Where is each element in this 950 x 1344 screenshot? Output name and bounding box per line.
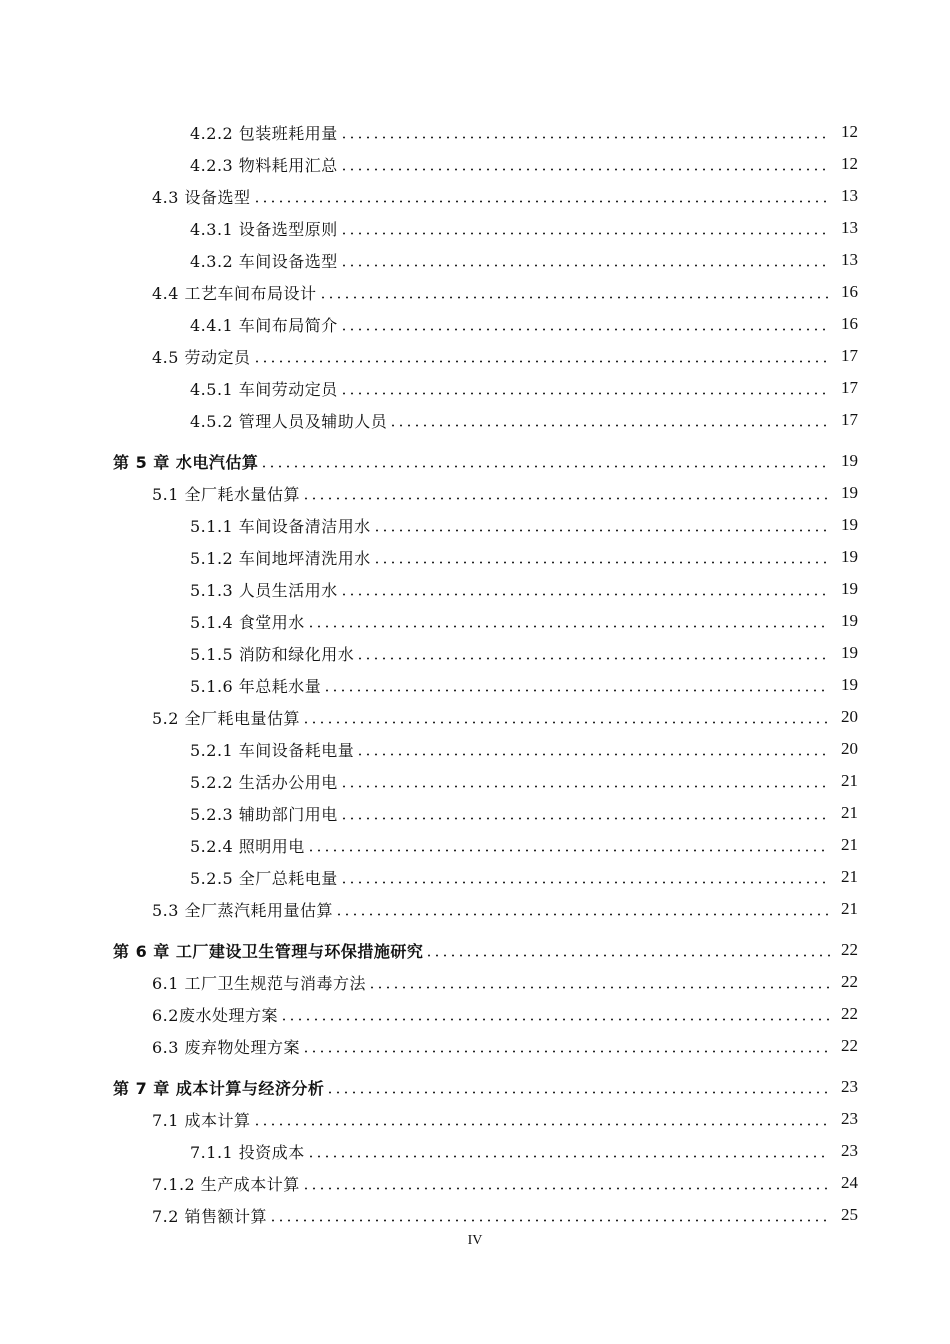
toc-entry-page: 20 — [841, 707, 858, 726]
dot-leader — [302, 1187, 830, 1190]
toc-entry[interactable] — [0, 1030, 950, 1062]
dot-leader — [326, 1091, 830, 1094]
toc-entry-page: 13 — [841, 250, 858, 269]
toc-entry-page: 21 — [841, 803, 858, 822]
toc-chapter-entry[interactable] — [0, 445, 950, 477]
toc-entry[interactable] — [0, 605, 950, 637]
toc-entry-page: 22 — [841, 1036, 858, 1055]
dot-leader — [302, 1050, 830, 1053]
toc-entry[interactable] — [0, 541, 950, 573]
dot-leader — [373, 561, 830, 564]
toc-entry-page: 13 — [841, 218, 858, 237]
dot-leader — [340, 817, 830, 820]
toc-entry-page: 19 — [841, 675, 858, 694]
toc-entry-page: 19 — [841, 451, 858, 470]
toc-entry[interactable] — [0, 861, 950, 893]
toc-entry[interactable] — [0, 893, 950, 925]
toc-entry-title: 4.3 设备选型 — [152, 187, 251, 207]
toc-entry-title: 4.5 劳动定员 — [152, 347, 251, 367]
toc-entry-title: 6.3 废弃物处理方案 — [152, 1037, 301, 1057]
dot-leader — [425, 954, 830, 957]
toc-entry-page: 17 — [841, 378, 858, 397]
toc-entry[interactable] — [0, 308, 950, 340]
toc-entry[interactable] — [0, 998, 950, 1030]
toc-entry-title: 6.1 工厂卫生规范与消毒方法 — [152, 973, 367, 993]
toc-entry[interactable] — [0, 212, 950, 244]
toc-entry-title: 5.1 全厂耗水量估算 — [152, 484, 301, 504]
toc-entry[interactable] — [0, 404, 950, 436]
toc-entry[interactable] — [0, 1199, 950, 1231]
toc-entry-title: 5.2.4 照明用电 — [190, 836, 305, 856]
toc-entry-title: 4.3.2 车间设备选型 — [190, 251, 338, 271]
toc-entry-title: 5.2.5 全厂总耗电量 — [190, 868, 338, 888]
toc-entry-page: 23 — [841, 1077, 858, 1096]
dot-leader — [389, 424, 830, 427]
toc-entry-page: 20 — [841, 739, 858, 758]
toc-entry-title: 5.1.4 食堂用水 — [190, 612, 305, 632]
toc-entry-page: 21 — [841, 899, 858, 918]
toc-entry-page: 19 — [841, 547, 858, 566]
dot-leader — [356, 657, 830, 660]
dot-leader — [319, 296, 830, 299]
toc-entry-page: 19 — [841, 515, 858, 534]
toc-chapter-entry[interactable] — [0, 934, 950, 966]
toc-entry[interactable] — [0, 1103, 950, 1135]
toc-entry-title: 4.4.1 车间布局简介 — [190, 315, 338, 335]
toc-entry-page: 22 — [841, 972, 858, 991]
toc-entry-page: 12 — [841, 154, 858, 173]
dot-leader — [253, 360, 830, 363]
toc-entry-page: 16 — [841, 282, 858, 301]
toc-entry[interactable] — [0, 966, 950, 998]
dot-leader — [323, 689, 830, 692]
toc-entry-page: 21 — [841, 771, 858, 790]
toc-entry-page: 22 — [841, 940, 858, 959]
toc-entry-title: 4.2.3 物料耗用汇总 — [190, 155, 338, 175]
toc-entry-page: 22 — [841, 1004, 858, 1023]
toc-entry-page: 19 — [841, 483, 858, 502]
toc-entry-title: 4.4 工艺车间布局设计 — [152, 283, 317, 303]
toc-entry-title: 第 7 章 成本计算与经济分析 — [113, 1078, 325, 1098]
toc-entry[interactable] — [0, 244, 950, 276]
toc-entry-page: 19 — [841, 579, 858, 598]
dot-leader — [340, 881, 830, 884]
dot-leader — [340, 136, 830, 139]
toc-entry-page: 12 — [841, 122, 858, 141]
dot-leader — [260, 465, 830, 468]
toc-entry-title: 7.2 销售额计算 — [152, 1206, 268, 1226]
dot-leader — [373, 529, 830, 532]
toc-entry-title: 5.2.2 生活办公用电 — [190, 772, 338, 792]
toc-entry-title: 5.1.6 年总耗水量 — [190, 676, 322, 696]
dot-leader — [340, 785, 830, 788]
toc-entry-page: 17 — [841, 410, 858, 429]
toc-entry[interactable] — [0, 116, 950, 148]
toc-entry[interactable] — [0, 180, 950, 212]
toc-entry[interactable] — [0, 372, 950, 404]
toc-entry-title: 4.5.1 车间劳动定员 — [190, 379, 338, 399]
toc-entry-title: 4.5.2 管理人员及辅助人员 — [190, 411, 388, 431]
toc-entry-title: 5.1.5 消防和绿化用水 — [190, 644, 355, 664]
dot-leader — [302, 497, 830, 500]
toc-entry[interactable] — [0, 765, 950, 797]
toc-entry[interactable] — [0, 733, 950, 765]
toc-entry[interactable] — [0, 797, 950, 829]
dot-leader — [280, 1018, 830, 1021]
dot-leader — [269, 1219, 830, 1222]
dot-leader — [307, 849, 830, 852]
toc-entry-title: 5.2.1 车间设备耗电量 — [190, 740, 355, 760]
dot-leader — [307, 1155, 830, 1158]
dot-leader — [340, 593, 830, 596]
toc-entry[interactable] — [0, 701, 950, 733]
toc-entry-page: 19 — [841, 643, 858, 662]
toc-entry-title: 4.2.2 包装班耗用量 — [190, 123, 338, 143]
toc-entry-page: 19 — [841, 611, 858, 630]
toc-entry[interactable] — [0, 637, 950, 669]
toc-entry-page: 16 — [841, 314, 858, 333]
toc-entry[interactable] — [0, 148, 950, 180]
toc-entry-title: 6.2废水处理方案 — [152, 1005, 278, 1025]
toc-entry-title: 4.3.1 设备选型原则 — [190, 219, 338, 239]
toc-entry[interactable] — [0, 573, 950, 605]
toc-entry[interactable] — [0, 1167, 950, 1199]
toc-entry-page: 13 — [841, 186, 858, 205]
toc-entry-title: 5.3 全厂蒸汽耗用量估算 — [152, 900, 334, 920]
dot-leader — [302, 721, 830, 724]
toc-entry[interactable] — [0, 340, 950, 372]
toc-entry-page: 21 — [841, 867, 858, 886]
dot-leader — [253, 200, 830, 203]
dot-leader — [340, 392, 830, 395]
dot-leader — [307, 625, 830, 628]
toc-entry-title: 7.1.1 投资成本 — [190, 1142, 305, 1162]
toc-entry-page: 23 — [841, 1109, 858, 1128]
toc-entry-title: 7.1 成本计算 — [152, 1110, 251, 1130]
toc-entry-title: 5.1.3 人员生活用水 — [190, 580, 338, 600]
page-number-footer: IV — [467, 1233, 483, 1248]
dot-leader — [335, 913, 830, 916]
dot-leader — [356, 753, 830, 756]
toc-entry-page: 23 — [841, 1141, 858, 1160]
toc-entry[interactable] — [0, 1135, 950, 1167]
toc-entry[interactable] — [0, 829, 950, 861]
toc-chapter-entry[interactable] — [0, 1071, 950, 1103]
dot-leader — [368, 986, 830, 989]
dot-leader — [340, 168, 830, 171]
toc-entry-title: 第 5 章 水电汽估算 — [113, 452, 259, 472]
toc-entry-title: 5.2.3 辅助部门用电 — [190, 804, 338, 824]
toc-entry[interactable] — [0, 276, 950, 308]
toc-entry-page: 17 — [841, 346, 858, 365]
toc-entry-title: 5.2 全厂耗电量估算 — [152, 708, 301, 728]
dot-leader — [253, 1123, 830, 1126]
toc-entry-page: 24 — [841, 1173, 858, 1192]
table-of-contents — [0, 116, 950, 1231]
dot-leader — [340, 328, 830, 331]
toc-entry-title: 5.1.2 车间地坪清洗用水 — [190, 548, 371, 568]
toc-entry-title: 7.1.2 生产成本计算 — [152, 1174, 300, 1194]
toc-entry-title: 第 6 章 工厂建设卫生管理与环保措施研究 — [113, 941, 424, 961]
toc-entry[interactable] — [0, 509, 950, 541]
toc-entry-title: 5.1.1 车间设备清洁用水 — [190, 516, 371, 536]
dot-leader — [340, 264, 830, 267]
dot-leader — [340, 232, 830, 235]
toc-entry[interactable] — [0, 477, 950, 509]
toc-entry-page: 25 — [841, 1205, 858, 1224]
toc-entry-page: 21 — [841, 835, 858, 854]
toc-entry[interactable] — [0, 669, 950, 701]
